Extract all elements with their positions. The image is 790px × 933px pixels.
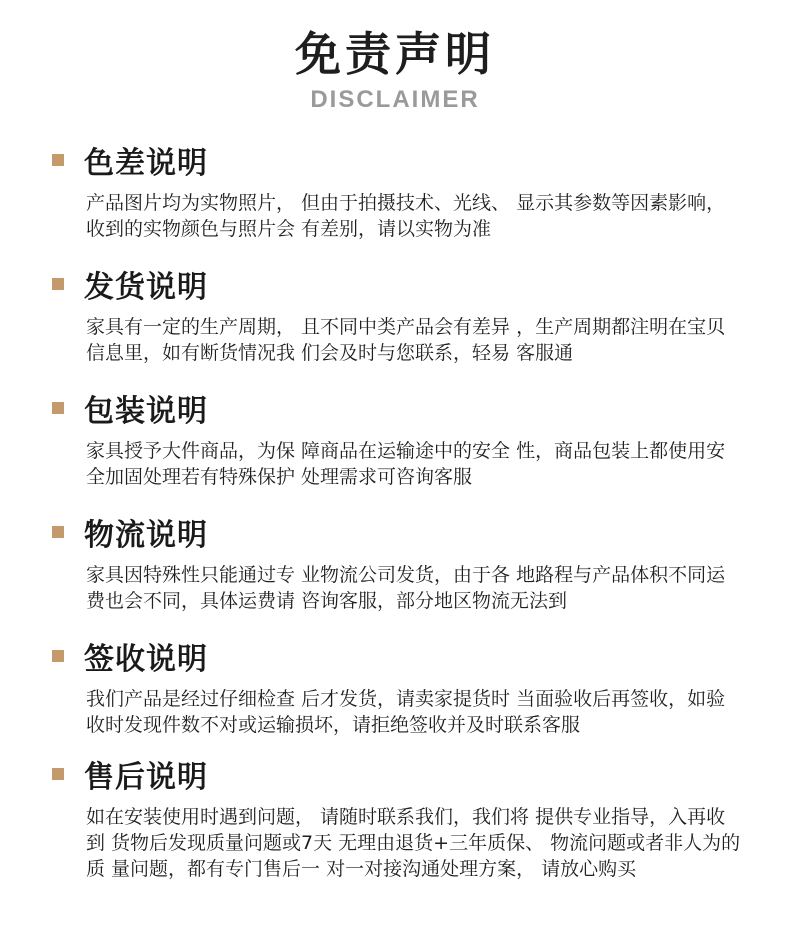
section-heading xyxy=(0,140,790,180)
section-body: 产品图片均为实物照片， 但由于拍摄技术、光线、 显示其参数等因素影响， 收到的实物颜色与照片会 有差别，请以实物为准 xyxy=(86,192,726,240)
section-receipt xyxy=(0,636,790,754)
section-title: 物流说明 xyxy=(84,518,208,553)
section-body: 家具有一定的生产周期， 且不同中类产品会有差异 ，生产周期都注明在宝贝 信息里，如有断货情况我 们会及时与您联系，轻易 客服通 xyxy=(86,316,726,364)
bullet-square-icon xyxy=(52,154,64,166)
section-body: 我们产品是经过仔细检查 后才发货，请卖家提货时 当面验收后再签收，如验 收时发现件数不对或运输损坏，请拒绝签收并及时联系客服 xyxy=(86,688,726,736)
section-body: 家具授予大件商品，为保 障商品在运输途中的安全 性，商品包装上都使用安 全加固处理若有特殊保护 处理需求可咨询客服 xyxy=(86,440,726,488)
section-packaging xyxy=(0,388,790,512)
section-heading xyxy=(0,264,790,304)
section-title: 签收说明 xyxy=(84,642,208,677)
section-heading xyxy=(0,636,790,676)
section-title: 色差说明 xyxy=(84,146,208,181)
page-title: 免责声明 xyxy=(295,27,495,81)
section-shipping xyxy=(0,264,790,388)
section-heading xyxy=(0,388,790,428)
bullet-square-icon xyxy=(52,768,64,780)
bullet-square-icon xyxy=(52,402,64,414)
page-subtitle: DISCLAIMER xyxy=(310,86,480,113)
disclaimer-sections xyxy=(0,140,790,882)
section-logistics xyxy=(0,512,790,636)
bullet-square-icon xyxy=(52,526,64,538)
section-title: 发货说明 xyxy=(84,270,208,305)
section-after-sales xyxy=(0,754,790,882)
section-title: 售后说明 xyxy=(84,760,208,795)
section-body: 家具因特殊性只能通过专 业物流公司发货，由于各 地路程与产品体积不同运 费也会不同，具体运费请 咨询客服，部分地区物流无法到 xyxy=(86,564,726,612)
page-header xyxy=(0,0,790,114)
section-heading xyxy=(0,512,790,552)
section-body: 如在安装使用时遇到问题， 请随时联系我们，我们将 提供专业指导，入再收到 货物后发现质量问题或7天 无理由退货+三年质保、 物流问题或者非人为的质 量问题，都有专门售后一 对一对接沟通处理方案， 请放心购买 xyxy=(86,806,741,880)
bullet-square-icon xyxy=(52,278,64,290)
section-title: 包装说明 xyxy=(84,394,208,429)
bullet-square-icon xyxy=(52,650,64,662)
section-heading xyxy=(0,754,790,794)
section-color-difference xyxy=(0,140,790,264)
